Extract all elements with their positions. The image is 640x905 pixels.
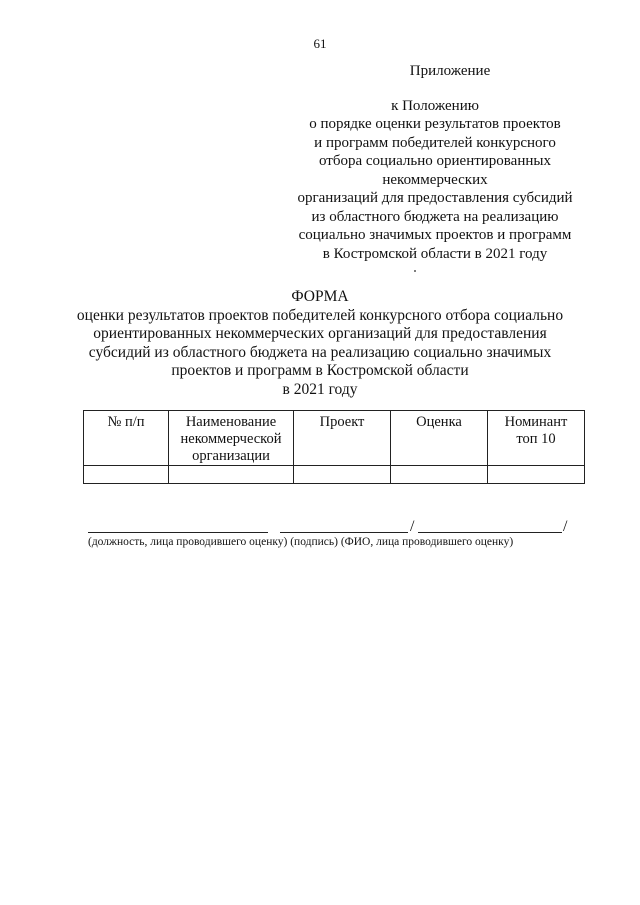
fullname-field-line[interactable] (418, 532, 562, 533)
header-organization-name: Наименование некоммерческой организации (169, 411, 294, 466)
separator-slash: / (410, 518, 415, 535)
signature-block (88, 518, 588, 558)
form-subtitle-line: проектов и программ в Костромской области (171, 362, 469, 379)
form-title: ФОРМА (291, 288, 349, 305)
form-subtitle-line: в 2021 году (282, 380, 358, 398)
table-cell[interactable] (488, 466, 585, 484)
table-cell[interactable] (169, 466, 294, 484)
signature-field-line[interactable] (280, 532, 408, 533)
table-row (84, 466, 585, 484)
appendix-line: социально значимых проектов и программ (298, 227, 572, 243)
header-nominee-top10: Номинант топ 10 (488, 411, 585, 466)
signature-caption: (должность, лица проводившего оценку) (подпись) (ФИО, лица проводившего оценку) (88, 536, 514, 548)
table-cell[interactable] (294, 466, 391, 484)
appendix-line: организаций для предоставления субсидий (297, 190, 573, 206)
appendix-line: некоммерческих (382, 171, 488, 188)
page-number: 61 (313, 36, 327, 51)
appendix-line: и программ победителей конкурсного (314, 134, 556, 151)
evaluation-table (83, 410, 585, 484)
table-cell[interactable] (84, 466, 169, 484)
form-subtitle-line: оценки результатов проектов победителей конкурсного отбора социально (76, 306, 564, 324)
appendix-line: отбора социально ориентированных (319, 153, 551, 169)
appendix-block (270, 62, 600, 263)
form-subtitle-line: субсидий из областного бюджета на реализацию социально значимых (88, 343, 552, 361)
header-project: Проект (294, 411, 391, 466)
separator-slash: / (563, 518, 568, 535)
appendix-line: к Положению (391, 97, 479, 114)
position-field-line[interactable] (88, 532, 268, 533)
form-subtitle-line: ориентированных некоммерческих организаций для предоставления (93, 325, 547, 342)
appendix-heading: Приложение (409, 63, 491, 79)
header-score: Оценка (391, 411, 488, 466)
table-header-row (84, 411, 585, 466)
stray-mark (414, 270, 416, 272)
appendix-line: из областного бюджета на реализацию (311, 208, 559, 225)
appendix-line: в Костромской области в 2021 году (322, 245, 548, 262)
form-title-block (60, 288, 580, 399)
appendix-line: о порядке оценки результатов проектов (309, 116, 561, 132)
table-cell[interactable] (391, 466, 488, 484)
header-number: № п/п (84, 411, 169, 466)
